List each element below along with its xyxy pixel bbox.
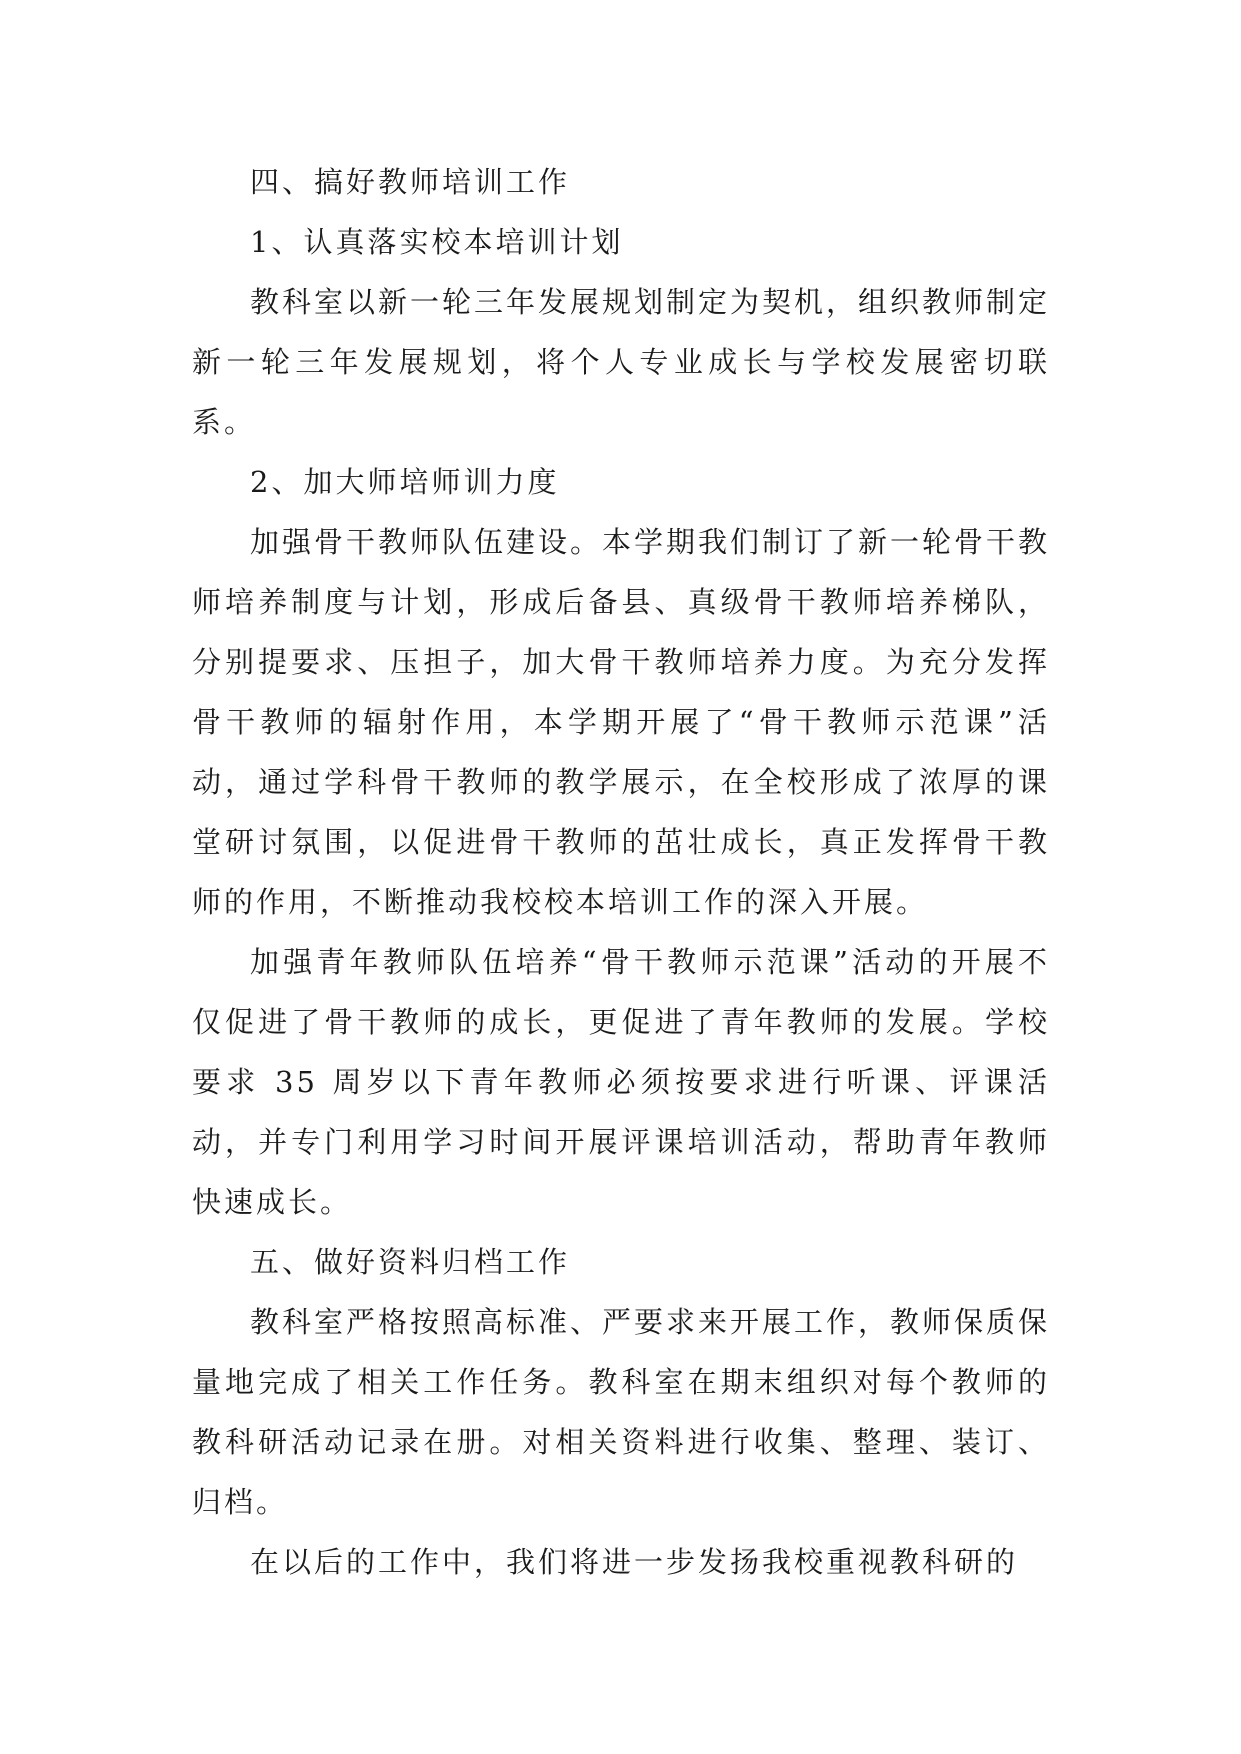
paragraph-young-teachers: 加强青年教师队伍培养“骨干教师示范课”活动的开展不仅促进了骨干教师的成长，更促进了青年教师的发展。学校要求 35 周岁以下青年教师必须按要求进行听课、评课活动，并专门利用学习时间开展评课培训活动，帮助青年教师快速成长。 xyxy=(192,945,1050,1219)
paragraph-archiving: 教科室严格按照高标准、严要求来开展工作，教师保质保量地完成了相关工作任务。教科室在期末组织对每个教师的教科研活动记录在册。对相关资料进行收集、整理、装订、归档。 xyxy=(192,1305,1051,1519)
section-heading-archiving: 五、做好资料归档工作 xyxy=(250,1245,571,1279)
paragraph-future-work: 在以后的工作中，我们将进一步发扬我校重视教科研的 xyxy=(250,1545,1019,1579)
paragraph-backbone-teachers: 加强骨干教师队伍建设。本学期我们制订了新一轮骨干教师培养制度与计划，形成后备县、真级骨干教师培养梯队，分别提要求、压担子，加大骨干教师培养力度。为充分发挥骨干教师的辐射作用，本学期开展了“骨干教师示范课”活动，通过学科骨干教师的教学展示，在全校形成了浓厚的课堂研讨氛围，以促进骨干教师的茁壮成长，真正发挥骨干教师的作用，不断推动我校校本培训工作的深入开展。 xyxy=(192,525,1051,919)
subheading-school-training-plan: 1、认真落实校本培训计划 xyxy=(250,225,624,259)
subheading-training-intensity: 2、加大师培师训力度 xyxy=(250,465,560,499)
paragraph-development-plan: 教科室以新一轮三年发展规划制定为契机，组织教师制定新一轮三年发展规划，将个人专业成长与学校发展密切联系。 xyxy=(192,285,1051,439)
section-heading-teacher-training: 四、搞好教师培训工作 xyxy=(250,165,571,199)
document-page xyxy=(192,152,1050,1592)
